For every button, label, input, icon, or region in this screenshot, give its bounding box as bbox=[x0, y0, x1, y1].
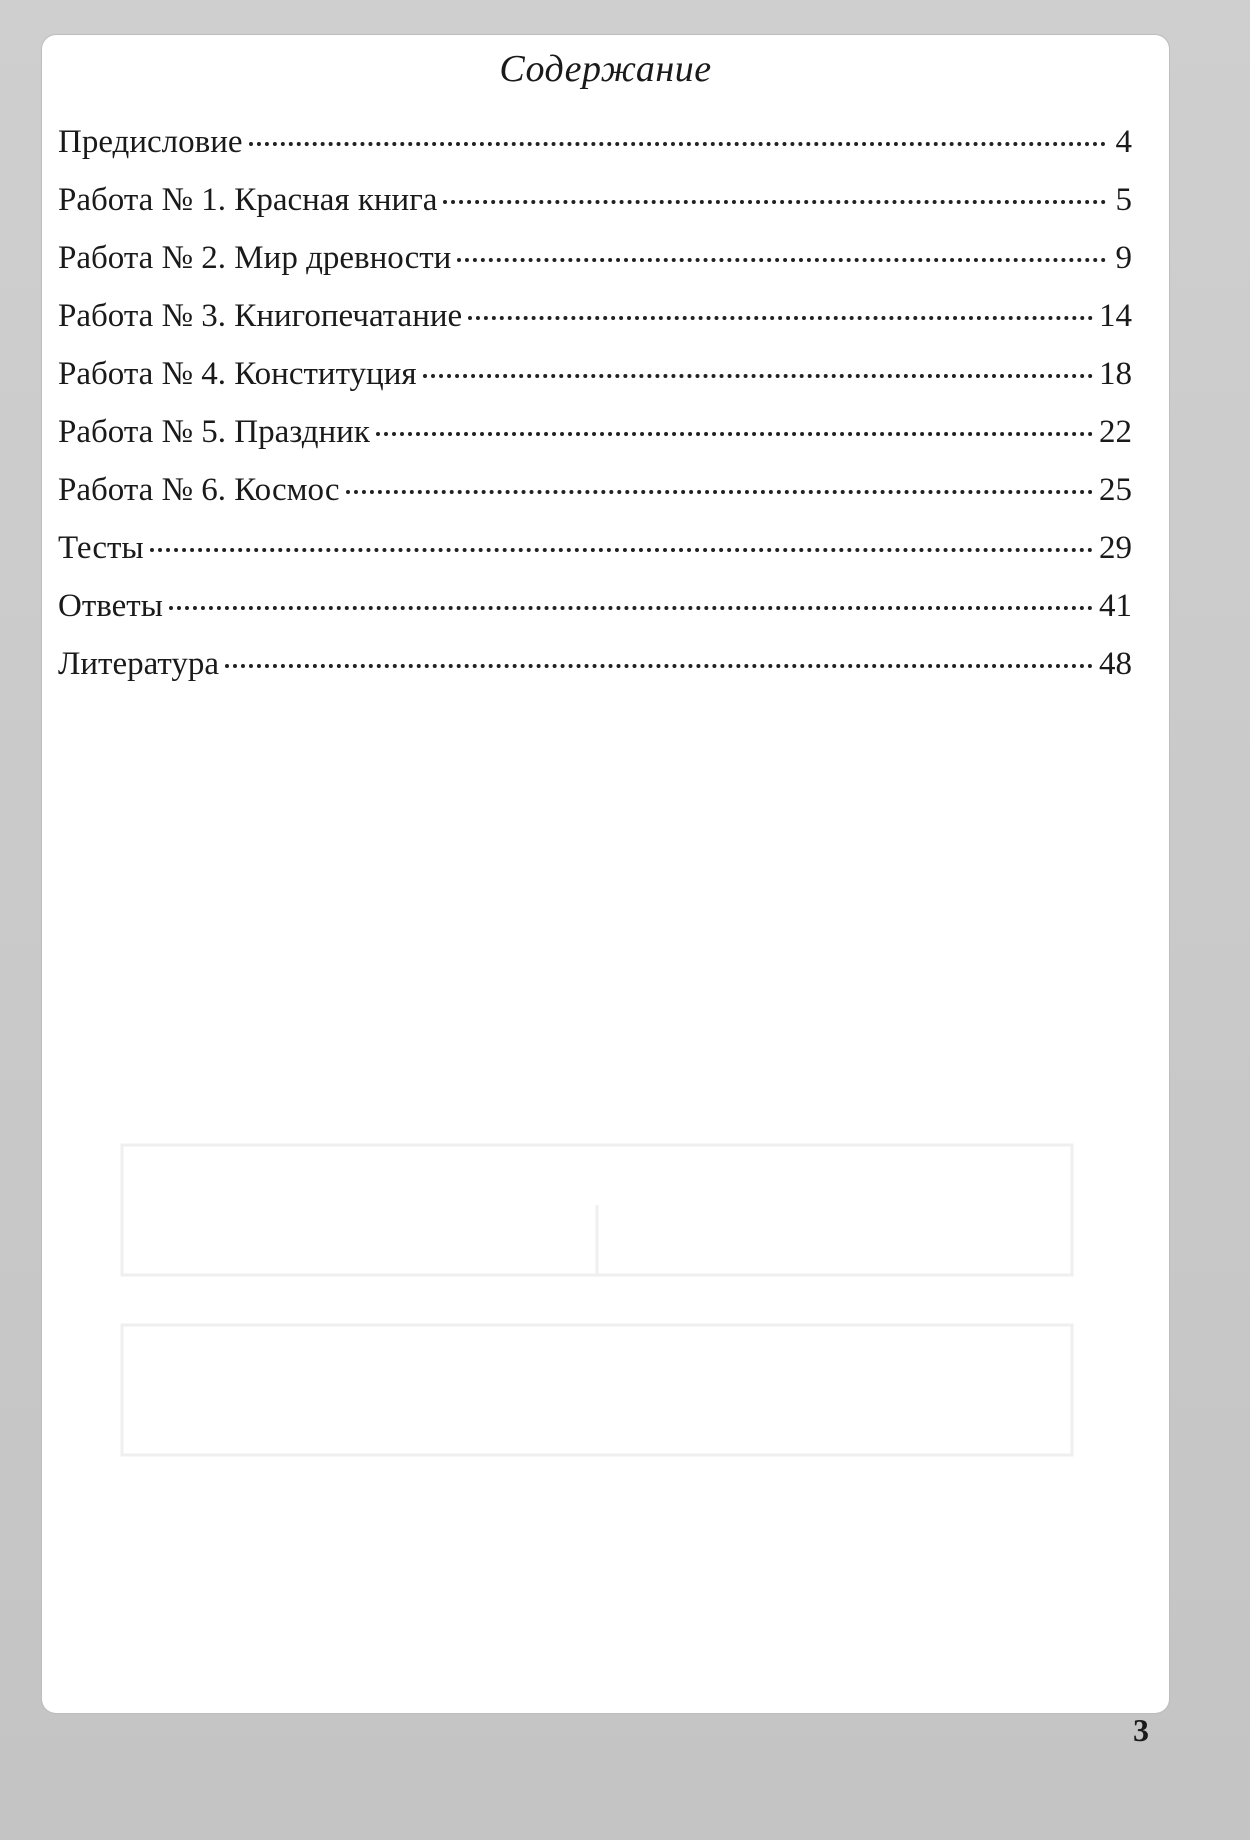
toc-entry-page: 29 bbox=[1099, 530, 1132, 566]
toc-entry[interactable] bbox=[58, 577, 1132, 635]
toc-entry-label: Ответы bbox=[58, 588, 163, 624]
toc-entry[interactable] bbox=[58, 403, 1132, 461]
toc-entry-page: 22 bbox=[1099, 414, 1132, 450]
toc-entry-page: 18 bbox=[1099, 356, 1132, 392]
toc-entry-page: 41 bbox=[1099, 588, 1132, 624]
dot-leader bbox=[346, 490, 1094, 494]
toc-entry-label: Работа № 5. Праздник bbox=[58, 414, 370, 450]
dot-leader bbox=[468, 316, 1093, 320]
toc-entry[interactable] bbox=[58, 519, 1132, 577]
table-of-contents-panel bbox=[42, 35, 1169, 1713]
toc-entry[interactable] bbox=[58, 635, 1132, 693]
dot-leader bbox=[457, 258, 1106, 262]
dot-leader bbox=[423, 374, 1093, 378]
toc-entry-label: Предисловие bbox=[58, 124, 243, 160]
dot-leader bbox=[376, 432, 1093, 436]
toc-entry-page: 48 bbox=[1099, 646, 1132, 682]
toc-entry-label: Работа № 2. Мир древности bbox=[58, 240, 452, 276]
toc-entry-page: 4 bbox=[1115, 124, 1132, 160]
dot-leader bbox=[443, 200, 1106, 204]
toc-entry-label: Тесты bbox=[58, 530, 144, 566]
toc-entry[interactable] bbox=[58, 229, 1132, 287]
toc-entry[interactable] bbox=[58, 287, 1132, 345]
toc-entry-page: 25 bbox=[1099, 472, 1132, 508]
show-through-decoration bbox=[82, 725, 1122, 1625]
dot-leader bbox=[169, 606, 1093, 610]
toc-entry[interactable] bbox=[58, 461, 1132, 519]
page-number: 3 bbox=[1133, 1712, 1149, 1748]
toc-entry-label: Работа № 6. Космос bbox=[58, 472, 340, 508]
toc-entry[interactable] bbox=[58, 171, 1132, 229]
dot-leader bbox=[225, 664, 1093, 668]
toc-entry-label: Литература bbox=[58, 646, 220, 682]
toc-entry-label: Работа № 1. Красная книга bbox=[58, 182, 438, 218]
toc-entry-label: Работа № 4. Конституция bbox=[58, 356, 417, 392]
toc-entry-page: 14 bbox=[1099, 298, 1132, 334]
toc-entry-page: 5 bbox=[1115, 182, 1132, 218]
toc-entry-page: 9 bbox=[1115, 240, 1132, 276]
toc-entry[interactable] bbox=[58, 345, 1132, 403]
dot-leader bbox=[249, 142, 1107, 146]
toc-title: Содержание bbox=[499, 48, 712, 90]
toc-entry-label: Работа № 3. Книгопечатание bbox=[58, 298, 463, 334]
dot-leader bbox=[150, 548, 1093, 552]
toc-entry[interactable] bbox=[58, 113, 1132, 171]
toc-list bbox=[58, 113, 1132, 693]
